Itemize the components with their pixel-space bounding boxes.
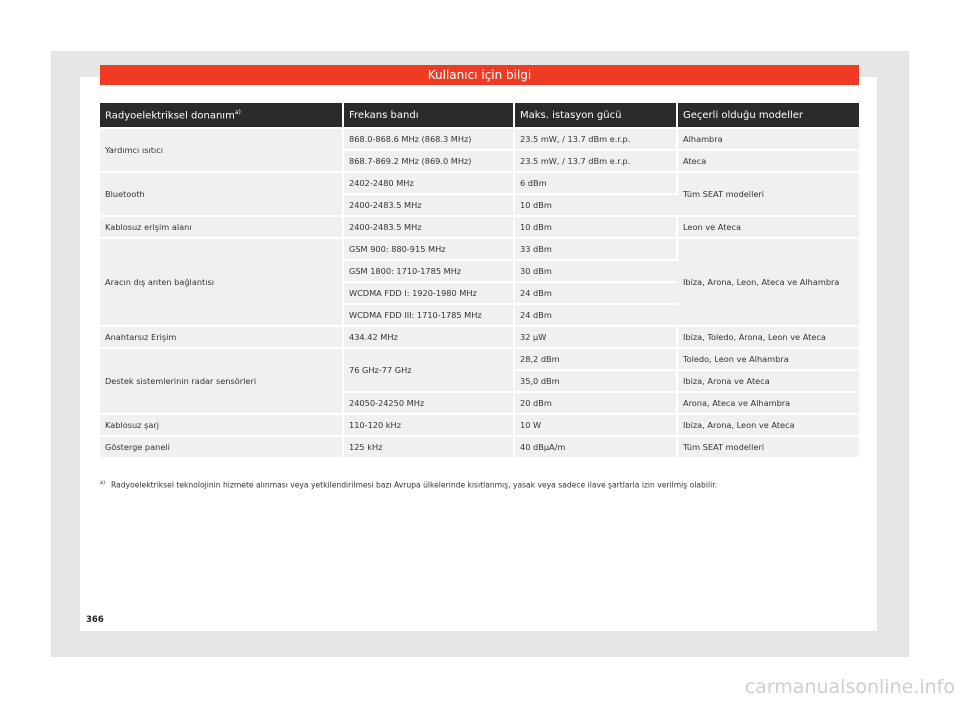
table-header-row <box>100 103 859 127</box>
cell-equipment: Kablosuz erişim alanı <box>100 217 344 237</box>
cell-equipment: Bluetooth <box>100 173 344 215</box>
cell-models: Tüm SEAT modelleri <box>678 437 859 457</box>
footnote-text: Radyoelektriksel teknolojinin hizmete alınması veya yetkilendirilmesi bazı Avrupa ülkelerinde kısıtlanmış, yasak veya sadece ilave şartlarla izin verilmiş olabilir. <box>111 480 718 490</box>
cell-models: Ibiza, Toledo, Arona, Leon ve Ateca <box>678 327 859 347</box>
cell-models: Tüm SEAT modelleri <box>678 173 859 215</box>
table-row <box>100 173 859 193</box>
cell-power: 10 dBm <box>515 217 678 237</box>
cell-power: 28,2 dBm <box>515 349 678 369</box>
cell-power: 23.5 mW, / 13.7 dBm e.r.p. <box>515 151 678 171</box>
table-row <box>100 349 859 369</box>
cell-frequency: 2402-2480 MHz <box>344 173 515 193</box>
page-number: 366 <box>86 615 104 625</box>
cell-power: 40 dBµA/m <box>515 437 678 457</box>
cell-models: Ateca <box>678 151 859 171</box>
cell-equipment: Anahtarsız Erişim <box>100 327 344 347</box>
table-row <box>100 415 859 435</box>
cell-frequency: 868.0-868.6 MHz (868.3 MHz) <box>344 129 515 149</box>
watermark: carmanualsonline.info <box>744 676 955 698</box>
header-equipment: Radyoelektriksel donanım$^{a)}$ <box>100 103 344 127</box>
cell-models: Leon ve Ateca <box>678 217 859 237</box>
cell-frequency: GSM 1800: 1710-1785 MHz <box>344 261 515 281</box>
cell-power: 10 dBm <box>515 195 678 215</box>
cell-frequency: WCDMA FDD I: 1920-1980 MHz <box>344 283 515 303</box>
table-row <box>100 437 859 457</box>
cell-power: 30 dBm <box>515 261 678 281</box>
cell-frequency: 76 GHz-77 GHz <box>344 349 515 391</box>
header-frequency: Frekans bandı <box>344 103 515 127</box>
cell-power: 33 dBm <box>515 239 678 259</box>
cell-equipment: Gösterge paneli <box>100 437 344 457</box>
header-models: Geçerli olduğu modeller <box>678 103 859 127</box>
cell-models: Alhambra <box>678 129 859 149</box>
footnote <box>100 480 860 490</box>
cell-equipment: Aracın dış anten bağlantısı <box>100 239 344 325</box>
cell-power: 23.5 mW, / 13.7 dBm e.r.p. <box>515 129 678 149</box>
cell-frequency: 2400-2483.5 MHz <box>344 217 515 237</box>
cell-frequency: WCDMA FDD III: 1710-1785 MHz <box>344 305 515 325</box>
cell-frequency: 110-120 kHz <box>344 415 515 435</box>
cell-equipment: Yardımcı ısıtıcı <box>100 129 344 171</box>
cell-frequency: GSM 900: 880-915 MHz <box>344 239 515 259</box>
cell-power: 35,0 dBm <box>515 371 678 391</box>
table-row <box>100 239 859 259</box>
cell-models: Ibiza, Arona ve Ateca <box>678 371 859 391</box>
radio-equipment-table <box>100 101 859 459</box>
cell-power: 20 dBm <box>515 393 678 413</box>
cell-power: 10 W <box>515 415 678 435</box>
cell-frequency: 125 kHz <box>344 437 515 457</box>
cell-power: 24 dBm <box>515 305 678 325</box>
cell-frequency: 2400-2483.5 MHz <box>344 195 515 215</box>
cell-equipment: Kablosuz şarj <box>100 415 344 435</box>
cell-power: 6 dBm <box>515 173 678 193</box>
cell-models: Ibiza, Arona, Leon, Ateca ve Alhambra <box>678 239 859 325</box>
table-row <box>100 327 859 347</box>
cell-models: Toledo, Leon ve Alhambra <box>678 349 859 369</box>
cell-equipment: Destek sistemlerinin radar sensörleri <box>100 349 344 413</box>
cell-frequency: 868.7-869.2 MHz (869.0 MHz) <box>344 151 515 171</box>
cell-frequency: 24050-24250 MHz <box>344 393 515 413</box>
cell-power: 32 µW <box>515 327 678 347</box>
table-row <box>100 129 859 149</box>
cell-models: Arona, Ateca ve Alhambra <box>678 393 859 413</box>
cell-power: 24 dBm <box>515 283 678 303</box>
cell-models: Ibiza, Arona, Leon ve Ateca <box>678 415 859 435</box>
header-power: Maks. istasyon gücü <box>515 103 678 127</box>
footnote-marker: a) <box>100 480 106 486</box>
section-title: Kullanıcı için bilgi <box>100 65 859 85</box>
cell-frequency: 434.42 MHz <box>344 327 515 347</box>
table-row <box>100 217 859 237</box>
